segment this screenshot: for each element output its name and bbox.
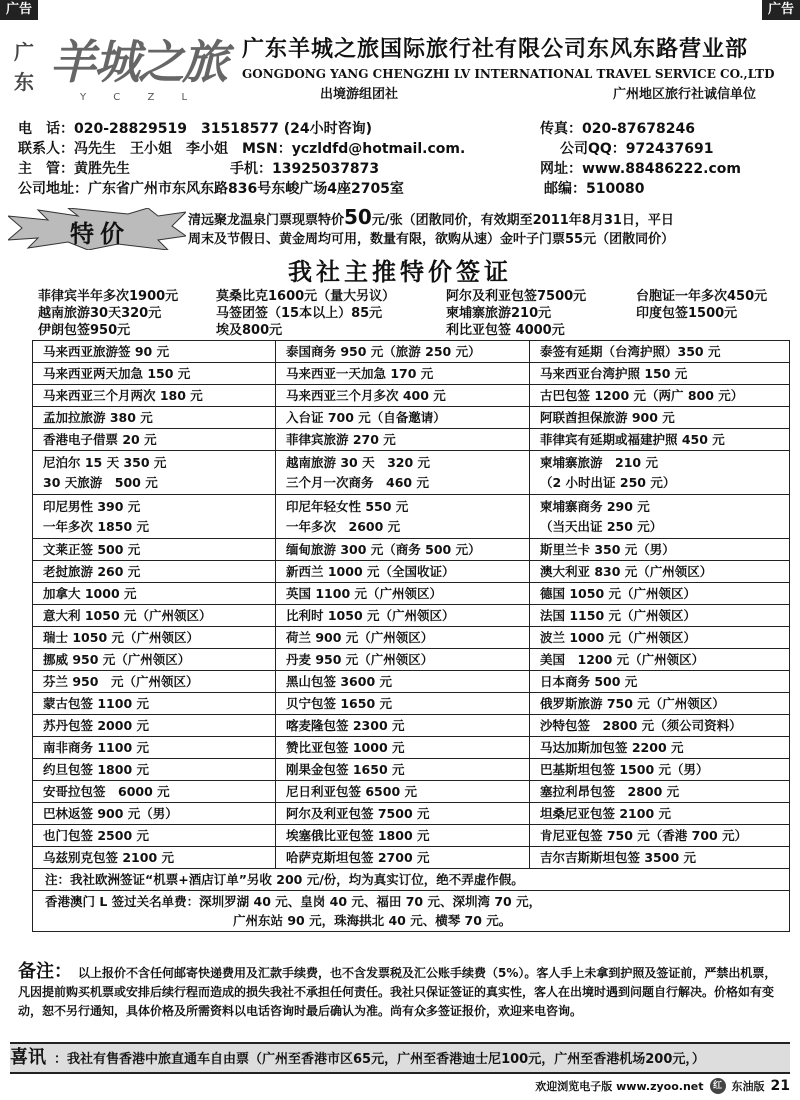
remarks-head: 备注： bbox=[18, 961, 72, 982]
special-line1-b: 元/张（团散同价，有效期至2011年8月31日，平日 bbox=[371, 213, 674, 228]
table-cell: 南非商务 1100 元 bbox=[33, 737, 276, 759]
table-cell: 荷兰 900 元（广州领区） bbox=[276, 627, 530, 649]
table-row bbox=[33, 451, 790, 495]
table-cell: 马来西亚一天加急 170 元 bbox=[276, 363, 530, 385]
company-tag-2: 广州地区旅行社诚信单位 bbox=[612, 87, 756, 102]
logo-region-2: 东 bbox=[14, 70, 34, 94]
table-cell: 法国 1150 元（广州领区） bbox=[530, 605, 790, 627]
table-cell: 古巴包签 1200 元（两广 800 元） bbox=[530, 385, 790, 407]
contact-web[interactable]: 网址：www.88486222.com bbox=[540, 161, 741, 177]
footer-welcome[interactable]: 欢迎浏览电子版 www.zyoo.net bbox=[535, 1080, 704, 1093]
table-cell: 瑞士 1050 元（广州领区） bbox=[33, 627, 276, 649]
table-cell: 柬埔寨旅游 210 元 （2 小时出证 250 元） bbox=[530, 451, 790, 495]
table-cell: 挪威 950 元（广州领区） bbox=[33, 649, 276, 671]
table-row-hk bbox=[33, 891, 790, 932]
table-cell: 美国 1200 元（广州领区） bbox=[530, 649, 790, 671]
table-cell: 入台证 700 元（自备邀请） bbox=[276, 407, 530, 429]
table-cell: 波兰 1000 元（广州领区） bbox=[530, 627, 790, 649]
company-logo bbox=[10, 24, 240, 112]
featured-visas bbox=[38, 285, 798, 336]
table-cell: 柬埔寨商务 290 元 （当天出证 250 元） bbox=[530, 495, 790, 539]
visa-price-table bbox=[32, 340, 790, 932]
table-row bbox=[33, 781, 790, 803]
ad-label-left: 广告 bbox=[0, 0, 38, 20]
table-hk-fees bbox=[33, 891, 790, 932]
featured-item: 台胞证一年多次450元 bbox=[636, 289, 768, 304]
table-cell: 马来西亚两天加急 150 元 bbox=[33, 363, 276, 385]
featured-item: 越南旅游30天320元 bbox=[38, 306, 162, 321]
table-cell: 香港电子借票 20 元 bbox=[33, 429, 276, 451]
contact-people: 联系人：冯先生 王小姐 李小姐 MSN：yczldfd@hotmail.com. bbox=[18, 141, 466, 157]
logo-region-1: 广 bbox=[14, 40, 34, 64]
table-cell: 菲律宾旅游 270 元 bbox=[276, 429, 530, 451]
featured-item: 伊朗包签950元 bbox=[38, 323, 131, 338]
page-number: 21 bbox=[770, 1078, 790, 1094]
table-cell: 英国 1100 元（广州领区） bbox=[276, 583, 530, 605]
table-cell: 喀麦隆包签 2300 元 bbox=[276, 715, 530, 737]
table-row bbox=[33, 561, 790, 583]
company-block bbox=[242, 32, 790, 102]
table-cell: 肯尼亚包签 750 元（香港 700 元） bbox=[530, 825, 790, 847]
featured-item: 马签团签（15本以上）85元 bbox=[216, 306, 383, 321]
footer bbox=[535, 1078, 790, 1094]
table-row bbox=[33, 715, 790, 737]
table-row bbox=[33, 363, 790, 385]
special-price: 50 bbox=[344, 205, 372, 229]
contact-address: 公司地址：广东省广州市东风东路836号东峻广场4座2705室 bbox=[18, 181, 404, 197]
table-cell: 印尼男性 390 元 一年多次 1850 元 bbox=[33, 495, 276, 539]
table-row bbox=[33, 649, 790, 671]
special-label: 特价 bbox=[70, 220, 130, 248]
special-burst bbox=[8, 208, 186, 250]
featured-item: 印度包签1500元 bbox=[636, 306, 738, 321]
contact-block bbox=[18, 118, 788, 198]
table-cell: 巴林返签 900 元（男） bbox=[33, 803, 276, 825]
featured-item: 柬埔寨旅游210元 bbox=[446, 306, 552, 321]
company-tag-1: 出境游组团社 bbox=[320, 87, 399, 102]
featured-item: 埃及800元 bbox=[216, 323, 283, 338]
table-row bbox=[33, 737, 790, 759]
company-name-cn: 广东羊城之旅国际旅行社有限公司东风东路营业部 bbox=[242, 37, 749, 62]
table-row bbox=[33, 429, 790, 451]
table-cell: 马来西亚三个月多次 400 元 bbox=[276, 385, 530, 407]
featured-item: 菲律宾半年多次1900元 bbox=[38, 289, 179, 304]
table-cell: 澳大利亚 830 元（广州领区） bbox=[530, 561, 790, 583]
featured-item: 利比亚包签 4000元 bbox=[446, 323, 565, 338]
table-row bbox=[33, 539, 790, 561]
table-cell: 比利时 1050 元（广州领区） bbox=[276, 605, 530, 627]
table-cell: 新西兰 1000 元（全国收证） bbox=[276, 561, 530, 583]
table-cell: 塞拉利昂包签 2800 元 bbox=[530, 781, 790, 803]
table-row bbox=[33, 385, 790, 407]
table-row bbox=[33, 693, 790, 715]
table-row bbox=[33, 803, 790, 825]
contact-qq: 公司QQ：972437691 bbox=[560, 141, 714, 157]
main-title: 我社主推特价签证 bbox=[288, 258, 512, 286]
hk-line-2: 广州东站 90 元，珠海拱北 40 元、横琴 70 元。 bbox=[233, 913, 512, 928]
contact-fax: 传真：020-87678246 bbox=[540, 121, 695, 137]
table-cell: 乌兹别克包签 2100 元 bbox=[33, 847, 276, 869]
special-text bbox=[188, 205, 788, 249]
table-cell: 安哥拉包签 6000 元 bbox=[33, 781, 276, 803]
table-cell: 沙特包签 2800 元（须公司资料） bbox=[530, 715, 790, 737]
table-cell: 阿联酋担保旅游 900 元 bbox=[530, 407, 790, 429]
table-row-note bbox=[33, 869, 790, 891]
contact-manager: 主 管：黄胜先生 bbox=[18, 161, 130, 177]
table-cell: 马达加斯加包签 2200 元 bbox=[530, 737, 790, 759]
contact-phone: 电 话：020-28829519 31518577 (24小时咨询) bbox=[18, 121, 373, 137]
table-cell: 孟加拉旅游 380 元 bbox=[33, 407, 276, 429]
table-cell: 芬兰 950 元（广州领区） bbox=[33, 671, 276, 693]
table-cell: 哈萨克斯坦包签 2700 元 bbox=[276, 847, 530, 869]
table-row bbox=[33, 847, 790, 869]
table-row bbox=[33, 605, 790, 627]
table-cell: 黑山包签 3600 元 bbox=[276, 671, 530, 693]
table-cell: 越南旅游 30 天 320 元 三个月一次商务 460 元 bbox=[276, 451, 530, 495]
table-cell: 刚果金包签 1650 元 bbox=[276, 759, 530, 781]
table-cell: 印尼年轻女性 550 元 一年多次 2600 元 bbox=[276, 495, 530, 539]
remarks bbox=[18, 962, 788, 1021]
remarks-text: 以上报价不含任何邮寄快递费用及汇款手续费，也不含发票税及汇公账手续费（5%）。客人手上未拿到护照及签证前，严禁出机票，凡因提前购买机票或安排后续行程而造成的损失我社不承担任何责任。我社只保证签证的真实性，客人在出境时遇到问题自行解决。价格如有变动，恕不另行通知，具体价格及所需资料以电话咨询时最后确认为准。尚有众多签证报价，欢迎来电咨询。 bbox=[18, 966, 777, 1018]
company-name-en: GONGDONG YANG CHENGZHI LV INTERNATIONAL TRAVEL SERVICE CO.,LTD bbox=[242, 67, 775, 81]
table-cell: 马来西亚三个月两次 180 元 bbox=[33, 385, 276, 407]
table-cell: 蒙古包签 1100 元 bbox=[33, 693, 276, 715]
special-offer bbox=[8, 205, 792, 250]
table-row bbox=[33, 583, 790, 605]
table-cell: 老挝旅游 260 元 bbox=[33, 561, 276, 583]
featured-row bbox=[38, 319, 798, 336]
news-text: ：我社有售香港中旅直通车自由票（广州至香港市区65元，广州至香港迪士尼100元，广州至香港机场200元，） bbox=[54, 1052, 705, 1067]
featured-row bbox=[38, 285, 798, 302]
table-cell: 泰签有延期（台湾护照）350 元 bbox=[530, 341, 790, 363]
hk-line-1: 香港澳门 L 签过关名单费：深圳罗湖 40 元、皇岗 40 元、福田 70 元、深圳湾 70 元， bbox=[45, 894, 542, 909]
company-tags bbox=[242, 83, 790, 102]
featured-item: 阿尔及利亚包签7500元 bbox=[446, 289, 587, 304]
table-cell: 加拿大 1000 元 bbox=[33, 583, 276, 605]
table-cell: 马来西亚台湾护照 150 元 bbox=[530, 363, 790, 385]
table-cell: 泰国商务 950 元（旅游 250 元） bbox=[276, 341, 530, 363]
special-line2: 周末及节假日、黄金周均可用，数量有限，欲购从速）金叶子门票55元（团散同价） bbox=[188, 232, 675, 247]
table-cell: 斯里兰卡 350 元（男） bbox=[530, 539, 790, 561]
table-cell: 尼泊尔 15 天 350 元 30 天旅游 500 元 bbox=[33, 451, 276, 495]
table-cell: 菲律宾有延期或福建护照 450 元 bbox=[530, 429, 790, 451]
table-note: 注：我社欧洲签证“机票+酒店订单”另收 200 元/份，均为真实订位，绝不弄虚作假。 bbox=[33, 869, 790, 891]
special-line1-a: 清远聚龙温泉门票现票特价 bbox=[188, 213, 345, 228]
table-row bbox=[33, 341, 790, 363]
table-cell: 贝宁包签 1650 元 bbox=[276, 693, 530, 715]
table-cell: 埃塞俄比亚包签 1800 元 bbox=[276, 825, 530, 847]
ad-label-right: 广告 bbox=[762, 0, 800, 20]
table-cell: 吉尔吉斯斯坦包签 3500 元 bbox=[530, 847, 790, 869]
table-cell: 德国 1050 元（广州领区） bbox=[530, 583, 790, 605]
logo-brand: 羊城之旅 bbox=[50, 35, 226, 89]
table-cell: 日本商务 500 元 bbox=[530, 671, 790, 693]
featured-row bbox=[38, 302, 798, 319]
table-cell: 赞比亚包签 1000 元 bbox=[276, 737, 530, 759]
contact-postcode: 邮编：510080 bbox=[544, 181, 645, 197]
logo-sub: Y C Z L bbox=[80, 92, 200, 103]
table-cell: 坦桑尼亚包签 2100 元 bbox=[530, 803, 790, 825]
news-head: 喜讯 bbox=[10, 1047, 46, 1068]
table-cell: 苏丹包签 2000 元 bbox=[33, 715, 276, 737]
table-row bbox=[33, 825, 790, 847]
good-news-banner bbox=[10, 1042, 790, 1074]
table-cell: 约旦包签 1800 元 bbox=[33, 759, 276, 781]
table-row bbox=[33, 495, 790, 539]
featured-item: 莫桑比克1600元（量大另议） bbox=[216, 289, 396, 304]
table-cell: 尼日利亚包签 6500 元 bbox=[276, 781, 530, 803]
table-cell: 马来西亚旅游签 90 元 bbox=[33, 341, 276, 363]
contact-mobile: 手机：13925037873 bbox=[230, 161, 380, 177]
table-cell: 丹麦 950 元（广州领区） bbox=[276, 649, 530, 671]
table-row bbox=[33, 627, 790, 649]
table-cell: 文莱正签 500 元 bbox=[33, 539, 276, 561]
header bbox=[10, 24, 790, 114]
table-cell: 阿尔及利亚包签 7500 元 bbox=[276, 803, 530, 825]
table-row bbox=[33, 759, 790, 781]
table-cell: 巴基斯坦包签 1500 元（男） bbox=[530, 759, 790, 781]
footer-edition: 东油版 bbox=[731, 1080, 765, 1093]
table-cell: 也门包签 2500 元 bbox=[33, 825, 276, 847]
table-row bbox=[33, 407, 790, 429]
table-cell: 意大利 1050 元（广州领区） bbox=[33, 605, 276, 627]
table-cell: 俄罗斯旅游 750 元（广州领区） bbox=[530, 693, 790, 715]
footer-badge-icon: 红 bbox=[710, 1078, 726, 1094]
table-row bbox=[33, 671, 790, 693]
table-cell: 缅甸旅游 300 元（商务 500 元） bbox=[276, 539, 530, 561]
